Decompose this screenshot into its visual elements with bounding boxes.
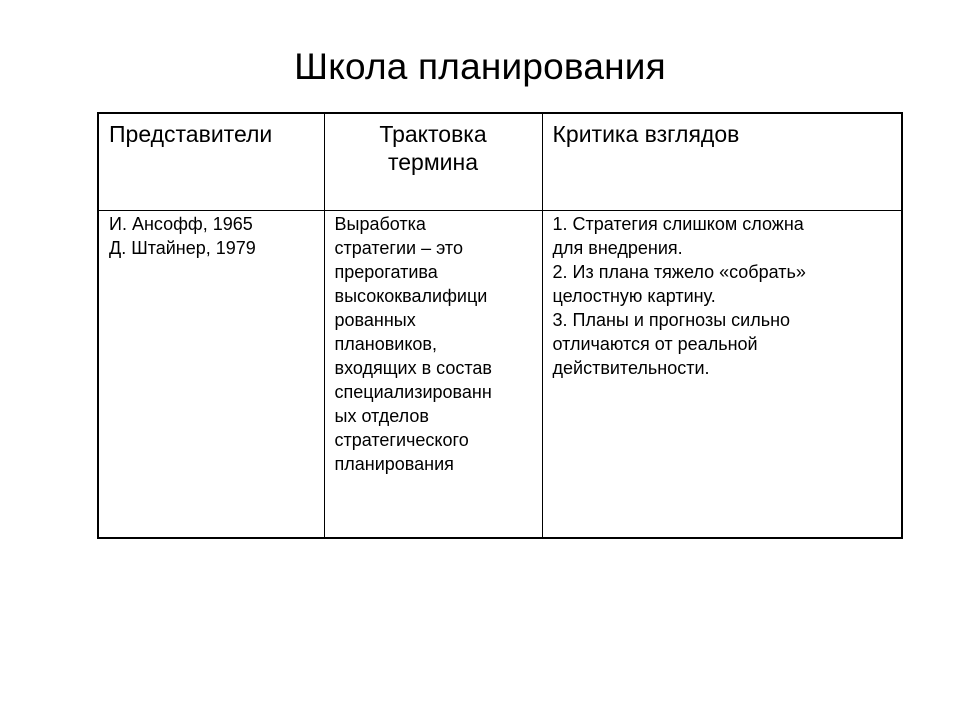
interpretation-line: высококвалифици xyxy=(334,286,488,306)
interpretation-line: ых отделов xyxy=(334,406,429,426)
criticism-line: для внедрения. xyxy=(552,238,683,258)
table-header-row xyxy=(98,113,902,211)
representative-line: И. Ансофф, 1965 xyxy=(109,214,253,234)
header-cell-interpretation xyxy=(324,113,542,211)
table-row xyxy=(98,211,902,539)
cell-representatives xyxy=(98,211,324,539)
interpretation-line: прерогатива xyxy=(334,262,438,282)
interpretation-line: стратегии – это xyxy=(334,238,463,258)
interpretation-line: планирования xyxy=(334,454,454,474)
interpretation-line: входящих в состав xyxy=(334,358,492,378)
representative-line: Д. Штайнер, 1979 xyxy=(109,238,256,258)
criticism-line: отличаются от реальной xyxy=(552,334,758,354)
planning-school-table xyxy=(97,112,903,539)
cell-interpretation xyxy=(324,211,542,539)
header-text: Критика взглядов xyxy=(552,121,740,147)
interpretation-line: стратегического xyxy=(334,430,469,450)
criticism-line: действительности. xyxy=(552,358,710,378)
criticism-line: 2. Из плана тяжело «собрать» xyxy=(552,262,806,282)
header-text: Представители xyxy=(109,121,273,147)
criticism-line: 1. Стратегия слишком сложна xyxy=(552,214,804,234)
header-cell-criticism xyxy=(542,113,902,211)
criticism-line: целостную картину. xyxy=(552,286,716,306)
cell-criticism xyxy=(542,211,902,539)
header-text: термина xyxy=(387,149,478,175)
interpretation-line: специализированн xyxy=(334,382,492,402)
interpretation-line: плановиков, xyxy=(334,334,437,354)
interpretation-line: рованных xyxy=(334,310,416,330)
header-text: Трактовка xyxy=(379,121,487,147)
header-cell-representatives xyxy=(98,113,324,211)
criticism-line: 3. Планы и прогнозы сильно xyxy=(552,310,791,330)
slide-title: Школа планирования xyxy=(294,46,666,87)
interpretation-line: Выработка xyxy=(334,214,426,234)
